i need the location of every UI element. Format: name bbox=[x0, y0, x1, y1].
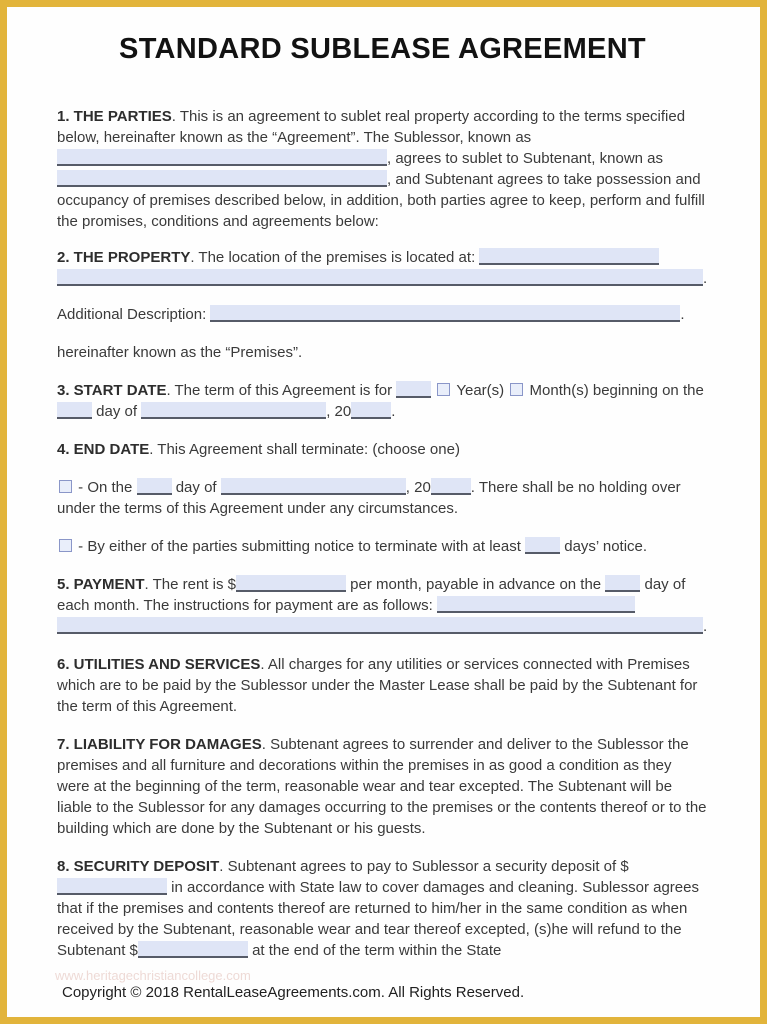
start-day-field[interactable] bbox=[57, 402, 92, 419]
section-payment-text-4: . bbox=[703, 618, 708, 635]
rent-amount-field[interactable] bbox=[236, 575, 346, 592]
section-payment-text-1: . The rent is $ bbox=[144, 576, 236, 593]
premises-address-field-2[interactable] bbox=[57, 269, 703, 286]
section-utilities-text: . All charges for any utilities or services connected with Premises which are to be paid by the Sublessor under the Master Lease shall be paid by the Subtenant for the term of this Agreement. bbox=[57, 656, 698, 715]
section-utilities-heading: 6. UTILITIES AND SERVICES bbox=[57, 656, 261, 673]
additional-description-row bbox=[57, 304, 708, 325]
section-end-date bbox=[57, 439, 708, 460]
additional-description-field[interactable] bbox=[210, 305, 680, 322]
subtenant-name-field[interactable] bbox=[57, 170, 387, 187]
section-security-deposit-text-2: in accordance with State law to cover damages and cleaning. Sublessor agrees that if the premises and contents thereof are returned to him/her in the same condition as when received by the Subtenant, reasonable wear and tear thereof excepted, (s)he will refund to the Subtenant $ bbox=[57, 879, 699, 959]
end-date-option-1-text-3: , 20 bbox=[405, 479, 431, 496]
section-liability-text: . Subtenant agrees to surrender and deliver to the Sublessor the premises and all furniture and decorations within the premises in as good a condition as they were at the beginning of the term, reasonable wear and tear excepted. The Subtenant will be liable to the Sublessor for any damages occurring to the premises or the contents thereof or to the building which are done by the Subtenant or his guests. bbox=[57, 736, 707, 837]
document-title: STANDARD SUBLEASE AGREEMENT bbox=[119, 33, 646, 65]
end-year-field[interactable] bbox=[431, 478, 471, 495]
section-start-date-text-4: . bbox=[391, 403, 396, 420]
premises-address-field[interactable] bbox=[479, 248, 659, 265]
notice-days-field[interactable] bbox=[525, 537, 560, 554]
end-date-option-2-text-2: days’ notice. bbox=[564, 538, 648, 555]
end-date-checkbox[interactable] bbox=[59, 480, 72, 493]
section-liability bbox=[57, 734, 708, 839]
premises-clause-text: hereinafter known as the “Premises”. bbox=[57, 344, 303, 361]
section-payment-text-3: day of each month. The instructions for payment are as follows: bbox=[57, 576, 686, 614]
section-payment-heading: 5. PAYMENT bbox=[57, 576, 145, 593]
section-utilities bbox=[57, 654, 708, 717]
years-checkbox-label: Year(s) bbox=[456, 382, 505, 399]
end-date-option-1-text-4: . There shall be no holding over under the terms of this Agreement under any circumstances. bbox=[57, 479, 681, 517]
term-length-field[interactable] bbox=[396, 381, 431, 398]
section-property-heading: 2. THE PROPERTY bbox=[57, 249, 191, 266]
section-security-deposit-heading: 8. SECURITY DEPOSIT bbox=[57, 858, 220, 875]
watermark-text: www.heritagechristiancollege.com bbox=[55, 968, 251, 983]
section-liability-heading: 7. LIABILITY FOR DAMAGES bbox=[57, 736, 262, 753]
section-parties-text-3: , and Subtenant agrees to take possession and occupancy of premises described below, in addition, both parties agree to keep, perform and fulfill the promises, conditions and agreements below: bbox=[57, 171, 705, 230]
end-date-option-2-text-1: - By either of the parties submitting notice to terminate with at least bbox=[78, 538, 521, 555]
sublessor-name-field[interactable] bbox=[57, 149, 387, 166]
end-date-option-2 bbox=[57, 536, 708, 557]
end-date-option-1 bbox=[57, 477, 708, 519]
security-deposit-field[interactable] bbox=[57, 878, 167, 895]
section-security-deposit-text-3: at the end of the term within the State bbox=[252, 942, 502, 959]
start-month-field[interactable] bbox=[141, 402, 326, 419]
payment-instructions-field[interactable] bbox=[437, 596, 635, 613]
section-property-text-2: . bbox=[703, 270, 708, 287]
end-date-option-1-text-1: - On the bbox=[78, 479, 133, 496]
refund-amount-field[interactable] bbox=[138, 941, 248, 958]
section-payment-text-2: per month, payable in advance on the bbox=[350, 576, 602, 593]
years-checkbox[interactable] bbox=[437, 383, 450, 396]
months-checkbox-label: Month(s) beginning on the bbox=[529, 382, 704, 399]
section-security-deposit bbox=[57, 856, 708, 961]
section-security-deposit-text-1: . Subtenant agrees to pay to Sublessor a security deposit of $ bbox=[219, 858, 629, 875]
section-start-date-heading: 3. START DATE bbox=[57, 382, 167, 399]
section-parties-heading: 1. THE PARTIES bbox=[57, 108, 172, 125]
start-year-field[interactable] bbox=[351, 402, 391, 419]
section-parties-text-1: . This is an agreement to sublet real property according to the terms specified below, hereinafter known as the “Agreement”. The Sublessor, known as bbox=[57, 108, 686, 146]
section-end-date-text-1: . This Agreement shall terminate: (choose one) bbox=[149, 441, 460, 458]
additional-description-period: . bbox=[680, 306, 685, 323]
notice-checkbox[interactable] bbox=[59, 539, 72, 552]
section-payment bbox=[57, 574, 708, 637]
copyright-text: Copyright © 2018 RentalLeaseAgreements.com. All Rights Reserved. bbox=[62, 984, 525, 1001]
end-month-field[interactable] bbox=[221, 478, 406, 495]
premises-clause bbox=[57, 342, 708, 363]
section-start-date-text-2: day of bbox=[96, 403, 138, 420]
months-checkbox[interactable] bbox=[510, 383, 523, 396]
section-start-date-text-1: . The term of this Agreement is for bbox=[166, 382, 393, 399]
end-date-option-1-text-2: day of bbox=[175, 479, 217, 496]
end-day-field[interactable] bbox=[137, 478, 172, 495]
section-property-text-1: . The location of the premises is located at: bbox=[190, 249, 476, 266]
section-start-date bbox=[57, 380, 708, 422]
additional-description-label: Additional Description: bbox=[57, 306, 207, 323]
payment-instructions-field-2[interactable] bbox=[57, 617, 703, 634]
section-end-date-heading: 4. END DATE bbox=[57, 441, 150, 458]
section-parties bbox=[57, 106, 708, 232]
rent-due-day-field[interactable] bbox=[605, 575, 640, 592]
section-property bbox=[57, 247, 708, 289]
section-start-date-text-3: , 20 bbox=[326, 403, 352, 420]
section-parties-text-2: , agrees to sublet to Subtenant, known as bbox=[387, 150, 664, 167]
